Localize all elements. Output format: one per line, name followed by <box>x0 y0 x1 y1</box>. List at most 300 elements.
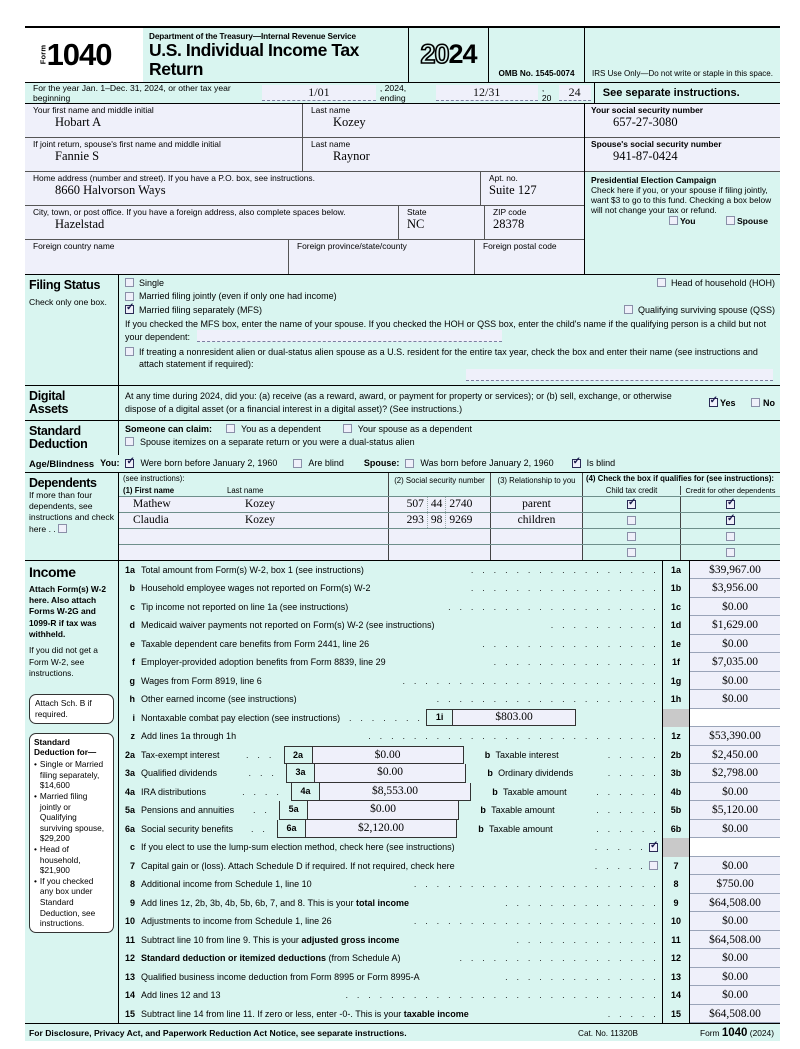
line-5a-subbox[interactable] <box>279 801 459 820</box>
spouse-as-dependent-label: Your spouse as a dependent <box>357 423 473 434</box>
apt-no-value: Suite 127 <box>489 183 537 198</box>
line-code: d <box>129 620 135 631</box>
footer-form-label <box>700 1027 774 1039</box>
presidential-election-campaign <box>585 172 780 229</box>
line-amount[interactable] <box>662 875 780 894</box>
line-b-code: b <box>480 805 486 816</box>
line-value: $0.00 <box>690 986 780 1005</box>
dependent-relationship-cell[interactable]: parent <box>491 497 583 512</box>
dependent-name-cell[interactable] <box>119 545 389 560</box>
line-amount[interactable] <box>662 635 780 654</box>
digital-assets-yes-checkbox[interactable] <box>709 398 718 407</box>
age-blindness-heading: Age/Blindness <box>29 457 95 469</box>
line-value: $0.00 <box>690 949 780 968</box>
apt-no-field[interactable] <box>480 172 584 205</box>
leader-dots: . . . . . . <box>596 805 659 816</box>
tax-year-display <box>408 28 488 82</box>
line-6a-subbox[interactable] <box>277 820 457 839</box>
filing-status-hoh-option[interactable] <box>657 278 775 288</box>
line-text: Capital gain or (loss). Attach Schedule D if required. If not required, check here <box>141 860 455 871</box>
line-box-code-blank <box>663 838 690 857</box>
omb-number: OMB No. 1545-0074 <box>488 28 584 82</box>
line-text: Medicaid waiver payments not reported on Form(s) W-2 (see instructions) <box>141 620 435 631</box>
dependent-ssn-cell[interactable] <box>389 513 491 528</box>
dependent-cod-cell[interactable] <box>681 545 780 560</box>
line-b-code: b <box>484 749 491 760</box>
line-code: 8 <box>129 879 135 890</box>
line-text <box>141 1009 469 1019</box>
city-label: City, town, or post office. If you have a foreign address, also complete spaces below. <box>33 206 346 217</box>
sd-callout-item <box>34 791 109 844</box>
home-address-value: 8660 Halvorson Ways <box>55 183 166 198</box>
line-value: $0.00 <box>315 764 465 782</box>
spouse-is-blind-checkbox[interactable] <box>572 459 581 468</box>
line-2a-subbox[interactable] <box>284 746 464 765</box>
attach-sch-b-callout: Attach Sch. B if required. <box>29 694 114 724</box>
line-code: c <box>129 842 135 853</box>
income-line-1c <box>119 598 780 617</box>
spouse-first-name-label: If joint return, spouse's first name and middle initial <box>33 138 221 149</box>
income-line-1a <box>119 561 780 580</box>
foreign-country-field[interactable] <box>25 240 288 274</box>
line-code: 1a <box>124 564 135 575</box>
income-line-10 <box>119 912 780 931</box>
table-row[interactable] <box>119 544 780 560</box>
apt-no-label: Apt. no. <box>489 172 518 183</box>
income-line-7 <box>119 857 780 876</box>
line-amount[interactable] <box>662 690 780 709</box>
you-born-before-label: Were born before January 2, 1960 <box>140 458 278 469</box>
spouse-last-name-label: Last name <box>311 138 351 149</box>
dependent-ssn-part3: 2740 <box>449 497 473 510</box>
line-code: 5a <box>124 805 135 816</box>
foreign-province-label: Foreign province/state/county <box>297 240 407 251</box>
dependent-ssn-part1: 293 <box>404 513 428 528</box>
ssn-and-campaign-block <box>584 104 780 274</box>
line-code: c <box>129 601 135 612</box>
line-amount[interactable] <box>662 598 780 617</box>
pec-text: Check here if you, or your spouse if filing jointly, want $3 to go to this fund. Checking a box below will not change your tax or refund. <box>591 184 772 215</box>
foreign-postal-field[interactable] <box>474 240 584 274</box>
line-b-text: Taxable amount <box>491 805 555 816</box>
home-address-field[interactable] <box>25 172 480 205</box>
form-masthead <box>25 28 780 83</box>
address-row <box>25 172 584 206</box>
table-row[interactable] <box>119 512 780 528</box>
income-line-3 <box>119 764 780 783</box>
filing-status-qss-option[interactable] <box>624 305 775 315</box>
home-address-label: Home address (number and street). If you have a P.O. box, see instructions. <box>33 172 315 183</box>
dependents-side-note-text: If more than four dependents, see instructions and check here . . <box>29 489 115 534</box>
city-field[interactable] <box>25 206 398 239</box>
line-text-bold: taxable income <box>403 1008 469 1019</box>
dependent-ctc-checkbox[interactable] <box>627 548 636 557</box>
line-box-code: 4a <box>292 783 320 801</box>
line-text: If you elect to use the lump-sum election method, check here (see instructions) <box>141 842 455 853</box>
line-text-part: Subtract line 14 from line 11. If zero or less, enter -0-. This is your <box>141 1008 404 1019</box>
leader-dots: . . . . . . . . . . . . . . . . <box>482 638 659 649</box>
dependent-ssn-part2: 98 <box>428 513 447 528</box>
line-amount[interactable] <box>662 764 780 783</box>
line-value: $8,553.00 <box>320 783 470 801</box>
dependent-last-name: Kozey <box>245 497 276 510</box>
line-text-bold: adjusted gross income <box>301 934 400 945</box>
dependents-side-note <box>29 490 115 535</box>
line-box-code: 6b <box>663 820 690 839</box>
line-box-code: 9 <box>663 894 690 913</box>
digital-assets-body <box>118 386 780 420</box>
dependent-ctc-cell[interactable] <box>583 529 681 544</box>
line-box-code: 1g <box>663 672 690 691</box>
filing-status-mfj-label: Married filing jointly (even if only one had income) <box>139 291 337 301</box>
income-line-13 <box>119 968 780 987</box>
nonresident-alien-checkbox[interactable] <box>125 347 134 356</box>
line-1i-blank-amount <box>662 709 780 728</box>
leader-dots: . . . . . . . . . . . . . . . <box>493 657 659 668</box>
line-amount[interactable] <box>662 968 780 987</box>
line-amount[interactable] <box>662 949 780 968</box>
line-amount[interactable] <box>662 727 780 746</box>
year-prefix: 20 <box>420 39 449 70</box>
line-box-code: 2a <box>285 747 313 764</box>
line-amount[interactable] <box>662 1005 780 1024</box>
line-text-bold: Standard deduction or itemized deductions <box>141 953 327 964</box>
line-1i-amount[interactable] <box>426 709 576 726</box>
line-amount[interactable] <box>662 672 780 691</box>
line-value: $64,508.00 <box>690 894 780 913</box>
line-amount[interactable] <box>662 746 780 765</box>
tax-year-yy-input[interactable]: 24 <box>559 85 591 101</box>
spouse-born-before-checkbox[interactable] <box>405 459 414 468</box>
form-title-block <box>143 28 408 82</box>
dependent-name-cell[interactable] <box>119 513 389 528</box>
line-code: 14 <box>124 990 135 1001</box>
dependents-ssn-header: (2) Social security number <box>389 473 491 496</box>
filing-status-hoh-label: Head of household (HOH) <box>670 277 775 288</box>
bullet-icon: • <box>34 759 37 770</box>
pec-you-checkbox[interactable] <box>669 216 678 225</box>
tax-year-begin-input[interactable]: 1/01 <box>262 85 376 101</box>
standard-deduction-body <box>118 421 780 455</box>
spouse-is-blind-label: Is blind <box>586 458 616 469</box>
leader-dots: . . . . . . <box>596 786 659 797</box>
your-first-name-field[interactable] <box>25 104 303 137</box>
line-amount[interactable] <box>662 616 780 635</box>
line-code: b <box>129 583 135 594</box>
nonresident-alien-row <box>125 346 775 370</box>
dependent-ctc-cell[interactable] <box>583 545 681 560</box>
income-line-8 <box>119 875 780 894</box>
line-box-code: 5b <box>663 801 690 820</box>
line-text: Social security benefits <box>141 823 234 834</box>
dependent-relationship-cell[interactable]: children <box>491 513 583 528</box>
you-are-blind-label: Are blind <box>308 458 344 469</box>
your-ssn-field[interactable] <box>585 104 780 138</box>
leader-dots: . . . . <box>242 786 283 797</box>
dependent-ssn-cell[interactable] <box>389 529 491 544</box>
digital-assets-heading-1: Digital <box>29 388 66 403</box>
dependent-ctc-checkbox[interactable] <box>627 500 636 509</box>
dependent-cod-cell[interactable] <box>681 513 780 528</box>
zip-field[interactable] <box>484 206 584 239</box>
city-value: Hazelstad <box>55 217 105 232</box>
you-as-dependent-checkbox[interactable] <box>226 424 235 433</box>
dependents-label-col <box>25 473 118 560</box>
line-4a-subbox[interactable] <box>291 783 471 802</box>
line-amount[interactable] <box>662 931 780 950</box>
form-1040 <box>25 26 780 1041</box>
you-are-blind-checkbox[interactable] <box>293 459 302 468</box>
spouse-ssn-field[interactable] <box>585 138 780 172</box>
line-text-bold: total income <box>355 897 409 908</box>
spouse-ssn-label: Spouse's social security number <box>591 138 722 149</box>
spouse-first-name-value: Fannie S <box>55 149 100 164</box>
line-amount[interactable] <box>662 579 780 598</box>
more-than-four-dependents-checkbox[interactable] <box>58 524 67 533</box>
leader-dots: . . . . . . . . . . . . . . . . . . . . <box>436 694 659 705</box>
income-heading: Income <box>29 563 76 580</box>
line-code: 12 <box>124 953 135 964</box>
standard-deduction-section <box>25 421 780 455</box>
line-value: $803.00 <box>453 710 575 725</box>
income-line-14 <box>119 986 780 1005</box>
filing-status-hoh-checkbox[interactable] <box>657 278 666 287</box>
filing-status-mfj-checkbox[interactable] <box>125 292 134 301</box>
line-box-code: 6a <box>278 820 306 838</box>
table-row[interactable] <box>119 528 780 544</box>
dependent-relationship-cell[interactable] <box>491 545 583 560</box>
foreign-postal-label: Foreign postal code <box>483 240 557 251</box>
income-line-9 <box>119 894 780 913</box>
age-blindness-you-label: You: <box>100 458 120 469</box>
filing-status-body <box>118 275 780 385</box>
line-code: 2a <box>124 749 135 760</box>
pec-heading: Presidential Election Campaign <box>591 174 717 185</box>
filing-status-note <box>125 318 775 343</box>
line-value: $0.00 <box>690 912 780 931</box>
year-suffix: 24 <box>448 39 477 70</box>
income-lines <box>118 561 780 1024</box>
line-code: 7 <box>129 860 135 871</box>
line-code: 6a <box>124 823 135 834</box>
filing-status-qss-checkbox[interactable] <box>624 305 633 314</box>
line-box-code: 3a <box>287 764 315 782</box>
pec-you-option[interactable] <box>669 216 696 226</box>
zip-value: 28378 <box>493 217 525 232</box>
lump-sum-election-checkbox[interactable] <box>649 843 658 852</box>
nonresident-alien-text: If treating a nonresident alien or dual-status alien spouse as a U.S. resident for the entire tax year, check the box and enter their name (see instructions and attach statement if required): <box>139 347 758 370</box>
line-text-part: Subtract line 10 from line 9. This is your <box>141 934 302 945</box>
spouse-first-name-field[interactable] <box>25 138 303 171</box>
dependent-ctc-checkbox[interactable] <box>627 532 636 541</box>
dependents-table <box>118 473 780 560</box>
dependents-credits-header <box>583 473 780 496</box>
line-code: f <box>132 657 135 668</box>
line-box-code: 1e <box>663 635 690 654</box>
line-code: 10 <box>124 916 135 927</box>
line-box-code-blank <box>663 709 690 728</box>
line-value: $39,967.00 <box>690 561 780 580</box>
line-value: $3,956.00 <box>690 579 780 598</box>
line-value: $2,798.00 <box>690 764 780 783</box>
line-amount[interactable] <box>662 820 780 839</box>
spouse-as-dependent-checkbox[interactable] <box>343 424 352 433</box>
line-text-part: Add lines 1z, 2b, 3b, 4b, 5b, 6b, 7, and 8. This is your <box>141 897 356 908</box>
dependent-name-cell[interactable] <box>119 497 389 512</box>
disclosure-notice: For Disclosure, Privacy Act, and Paperwork Reduction Act Notice, see separate instructions. <box>29 1028 407 1039</box>
income-line-1h <box>119 690 780 709</box>
leader-dots: . . . . . . . <box>349 712 424 723</box>
line-amount[interactable] <box>662 857 780 876</box>
tax-year-label: For the year Jan. 1–Dec. 31, 2024, or other tax year beginning <box>33 82 231 103</box>
leader-dots: . . . . . . . . . . . . . . . . . . . . . . <box>413 879 659 890</box>
bullet-icon: • <box>34 843 37 854</box>
line-3a-subbox[interactable] <box>286 764 466 783</box>
dependent-ctc-cell[interactable] <box>583 497 681 512</box>
nonresident-name-input[interactable] <box>466 369 773 381</box>
line-amount[interactable] <box>662 801 780 820</box>
footer-form-year: (2024) <box>749 1028 774 1039</box>
pec-checkboxes <box>591 215 776 226</box>
standard-deduction-heading-2: Deduction <box>29 437 88 452</box>
line-box-code: 1c <box>663 598 690 617</box>
line-text-after: (from Schedule A) <box>326 953 401 964</box>
dependent-ssn-cell[interactable] <box>389 545 491 560</box>
line-6c-blank-amount <box>662 838 780 857</box>
line-amount[interactable] <box>662 653 780 672</box>
dependent-first-name: Mathew <box>133 497 171 510</box>
spouse-born-before-label: Was born before January 2, 1960 <box>420 458 554 469</box>
digital-assets-no-option[interactable] <box>751 398 775 408</box>
line-b-text: Taxable amount <box>503 786 567 797</box>
zip-label: ZIP code <box>493 206 527 217</box>
line-box-code: 3b <box>663 764 690 783</box>
form-title: U.S. Individual Income Tax Return <box>149 40 360 80</box>
digital-assets-question: At any time during 2024, did you: (a) receive (as a reward, award, or payment for property or services); or (b) sell, exchange, or otherwise dispose of a digital asset (or a financial interest in a digital asset)? (See instructions.) <box>125 391 672 415</box>
your-name-row <box>25 104 584 138</box>
your-first-name-label: Your first name and middle initial <box>33 104 154 115</box>
dependent-cod-checkbox[interactable] <box>726 548 735 557</box>
dependent-ctc-cell[interactable] <box>583 513 681 528</box>
digital-assets-answers <box>703 398 775 408</box>
line-amount[interactable] <box>662 986 780 1005</box>
tax-year-end-input[interactable]: 12/31 <box>436 85 538 101</box>
line-value: $0.00 <box>690 690 780 709</box>
dependent-first-name <box>119 529 229 544</box>
line-text <box>141 953 401 963</box>
income-attach-note: Attach Form(s) W-2 here. Also attach Forms W-2G and 1099-R if tax was withheld. <box>29 583 107 639</box>
digital-assets-yes-option[interactable] <box>709 398 736 408</box>
line-code: h <box>129 694 135 705</box>
your-first-name-value: Hobart A <box>55 115 102 130</box>
city-row <box>25 206 584 240</box>
spouse-last-name-field[interactable] <box>303 138 584 171</box>
income-no-w2-note: If you did not get a Form W-2, see instructions. <box>29 645 98 678</box>
spouse-name-row <box>25 138 584 172</box>
line-text: Household employee wages not reported on Form(s) W-2 <box>141 583 371 594</box>
digital-assets-section <box>25 386 780 421</box>
dependent-ssn-part2: 44 <box>428 497 447 512</box>
income-line-4 <box>119 783 780 802</box>
line-box-code: 1h <box>663 690 690 709</box>
line-value: $0.00 <box>690 968 780 987</box>
digital-assets-no-checkbox[interactable] <box>751 398 760 407</box>
line-amount[interactable] <box>662 912 780 931</box>
your-ssn-value: 657-27-3080 <box>613 115 678 130</box>
dependent-ssn-cell[interactable] <box>389 497 491 512</box>
line-amount[interactable] <box>662 783 780 802</box>
leader-dots: . . . . . . . . . . . . . . <box>505 897 659 908</box>
leader-dots: . . . . . . . . . . . . . . . . . . . . . . <box>413 916 659 927</box>
dependent-cod-checkbox[interactable] <box>726 500 735 509</box>
state-field[interactable] <box>398 206 484 239</box>
dependent-cod-checkbox[interactable] <box>726 516 735 525</box>
income-line-1d <box>119 616 780 635</box>
dependents-name-header <box>119 473 389 496</box>
line-value-blank <box>690 709 780 728</box>
dependent-name-cell[interactable] <box>119 529 389 544</box>
dependent-cod-checkbox[interactable] <box>726 532 735 541</box>
dependent-cod-cell[interactable] <box>681 497 780 512</box>
catalog-number: Cat. No. 11320B <box>578 1028 638 1038</box>
form-word-label: Form <box>38 44 48 65</box>
filing-status-single-checkbox[interactable] <box>125 278 134 287</box>
filing-status-mfs-checkbox[interactable] <box>125 305 134 314</box>
see-separate-instructions: See separate instructions. <box>594 82 780 103</box>
sd-callout-item-text: Single or Married filing separately, $14,600 <box>39 759 104 791</box>
foreign-province-field[interactable] <box>288 240 474 274</box>
dependent-ctc-checkbox[interactable] <box>627 516 636 525</box>
pec-spouse-checkbox[interactable] <box>726 216 735 225</box>
line-box-code: 13 <box>663 968 690 987</box>
your-last-name-field[interactable] <box>303 104 584 137</box>
leader-dots: . . . . . . . . . . . . . . . . . . <box>459 953 659 964</box>
line-text: Other earned income (see instructions) <box>141 694 297 705</box>
leader-dots: . . . . . . . . . . . . . . . . . . . <box>448 601 659 612</box>
line-amount[interactable] <box>662 894 780 913</box>
pec-spouse-option[interactable] <box>726 216 768 226</box>
line-text: Additional income from Schedule 1, line 10 <box>141 879 312 890</box>
digital-assets-yes-label: Yes <box>719 398 736 409</box>
leader-dots: . . <box>250 823 269 834</box>
filing-status-row-3 <box>125 305 775 315</box>
dependent-cod-cell[interactable] <box>681 529 780 544</box>
line-value: $2,450.00 <box>690 746 780 765</box>
spouse-itemizes-checkbox[interactable] <box>125 437 134 446</box>
capital-gain-checkbox[interactable] <box>649 861 658 870</box>
you-as-dependent-label: You as a dependent <box>241 423 321 434</box>
line-box-code: 4b <box>663 783 690 802</box>
line-text: Employer-provided adoption benefits from Form 8839, line 29 <box>141 657 386 668</box>
leader-dots: . . . . . . . . . . . . . <box>516 934 659 945</box>
filing-status-spouse-name-input[interactable] <box>197 330 502 342</box>
you-born-before-checkbox[interactable] <box>125 459 134 468</box>
dependents-see-instructions: (see instructions): <box>123 473 185 483</box>
leader-dots: . . . . . . . . . . . . . . . . . <box>470 583 659 594</box>
line-b-text: Ordinary dividends <box>498 768 574 779</box>
table-row[interactable] <box>119 496 780 512</box>
line-text: Taxable dependent care benefits from Form 2441, line 26 <box>141 638 370 649</box>
form-footer <box>25 1023 780 1041</box>
line-value: $0.00 <box>313 747 463 764</box>
leader-dots: . . . <box>246 749 275 760</box>
standard-deduction-callout <box>29 733 114 933</box>
dependent-relationship-cell[interactable] <box>491 529 583 544</box>
leader-dots: . . . . . <box>594 842 646 853</box>
sd-callout-item <box>34 876 109 929</box>
line-amount[interactable] <box>662 561 780 580</box>
tax-year-20-label: , 20 <box>541 82 552 103</box>
